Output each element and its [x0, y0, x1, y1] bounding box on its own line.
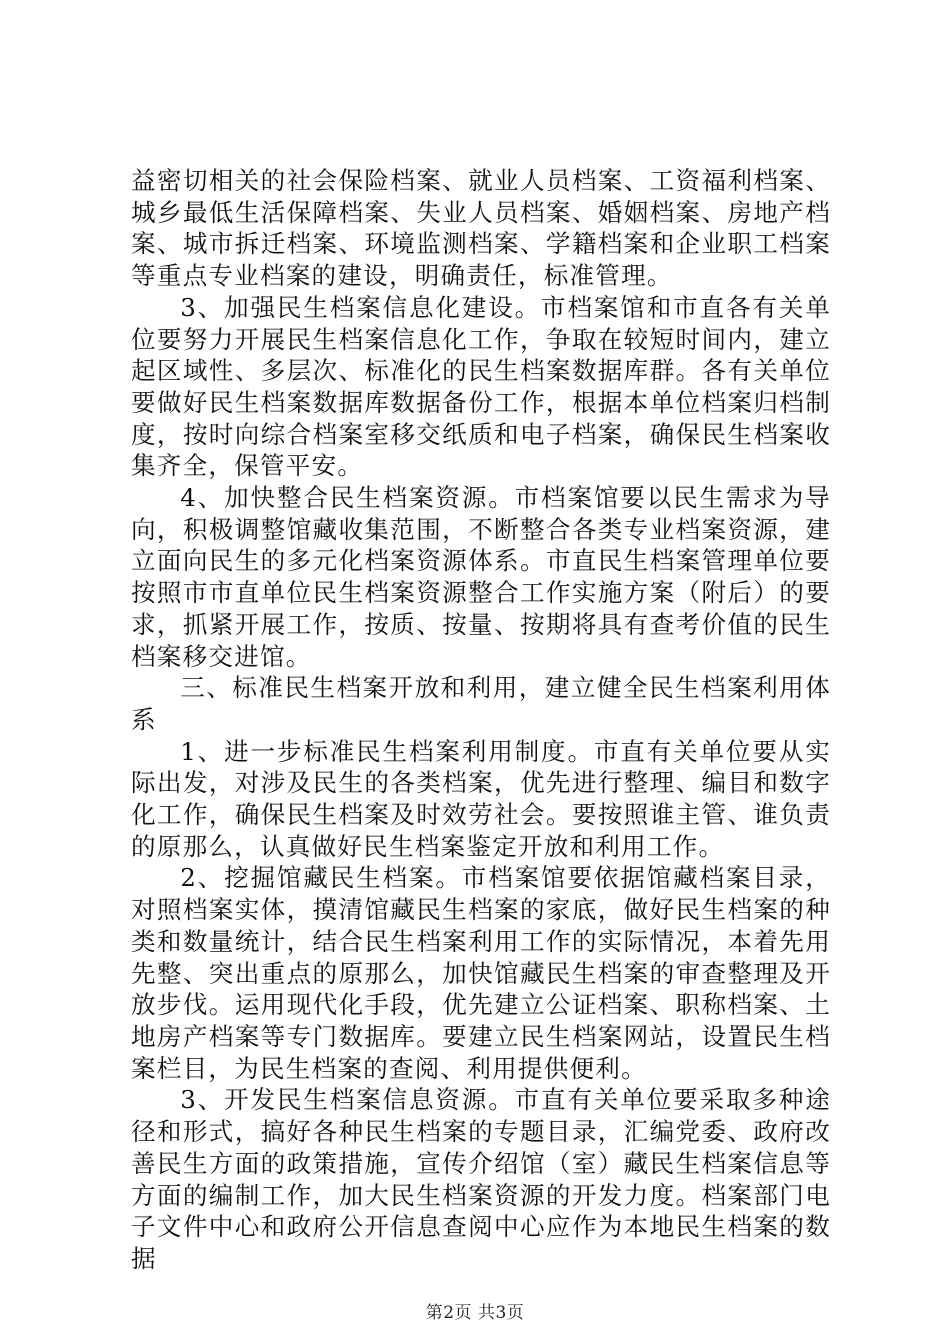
paragraph-2: 3、加强民生档案信息化建设。市档案馆和市直各有关单位要努力开展民生档案信息化工作，争取在较短时间内，建立起区域性、多层次、标准化的民生档案数据库群。各有关单位要做好民生档案数据库数据备份工作，根据本单位档案归档制度，按时向综合档案室移交纸质和电子档案，确保民生档案收集齐全，保管平安。 [131, 292, 831, 481]
document-body [131, 165, 831, 1275]
section-heading-3: 三、标准民生档案开放和利用，建立健全民生档案利用体系 [131, 673, 831, 734]
page-number-footer: 第2页 共3页 [425, 1303, 525, 1323]
paragraph-3: 4、加快整合民生档案资源。市档案馆要以民生需求为导向，积极调整馆藏收集范围，不断整合各类专业档案资源，建立面向民生的多元化档案资源体系。市直民生档案管理单位要按照市市直单位民生档案资源整合工作实施方案（附后）的要求，抓紧开展工作，按质、按量、按期将具有查考价值的民生档案移交进馆。 [131, 483, 831, 671]
paragraph-1: 益密切相关的社会保险档案、就业人员档案、工资福利档案、城乡最低生活保障档案、失业人员档案、婚姻档案、房地产档案、城市拆迁档案、环境监测档案、学籍档案和企业职工档案等重点专业档案的建设，明确责任，标准管理。 [131, 166, 831, 291]
paragraph-7: 3、开发民生档案信息资源。市直有关单位要采取多种途径和形式，搞好各种民生档案的专题目录，汇编党委、政府改善民生方面的政策措施，宣传介绍馆（室）藏民生档案信息等方面的编制工作，加大民生档案资源的开发力度。档案部门电子文件中心和政府公开信息查阅中心应作为本地民生档案的数据 [131, 1085, 831, 1273]
paragraph-6: 2、挖掘馆藏民生档案。市档案馆要依据馆藏档案目录，对照档案实体，摸清馆藏民生档案的家底，做好民生档案的种类和数量统计，结合民生档案利用工作的实际情况，本着先用先整、突出重点的原那么，加快馆藏民生档案的审查整理及开放步伐。运用现代化手段，优先建立公证档案、职称档案、土地房产档案等专门数据库。要建立民生档案网站，设置民生档案栏目，为民生档案的查阅、利用提供便利。 [131, 863, 831, 1083]
paragraph-5: 1、进一步标准民生档案利用制度。市直有关单位要从实际出发，对涉及民生的各类档案，优先进行整理、编目和数字化工作，确保民生档案及时效劳社会。要按照谁主管、谁负责的原那么，认真做好民生档案鉴定开放和利用工作。 [131, 736, 831, 861]
